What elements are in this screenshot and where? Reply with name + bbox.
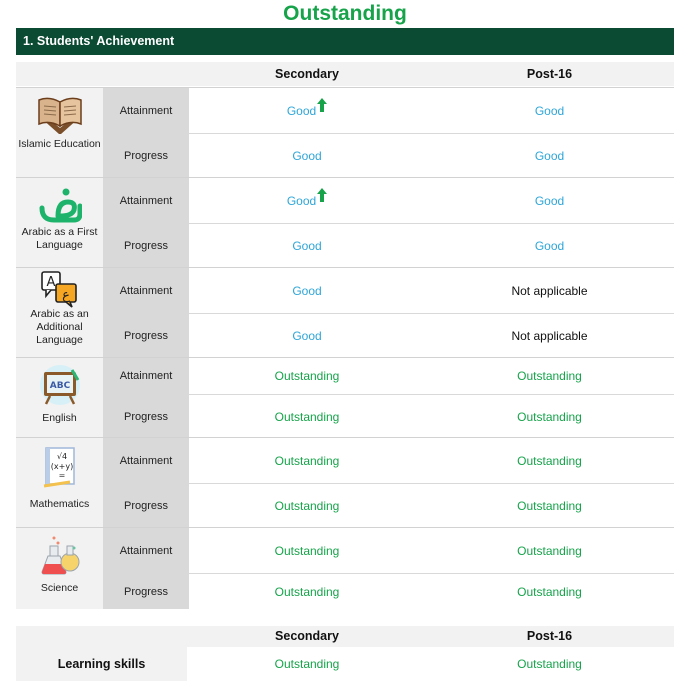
progress-label: Progress bbox=[123, 150, 169, 162]
progress-secondary-value: Good bbox=[292, 329, 322, 343]
subject-name: English bbox=[42, 412, 77, 424]
subject-cell bbox=[16, 358, 103, 437]
lab-flasks-icon bbox=[16, 534, 103, 576]
svg-text:=: = bbox=[58, 471, 65, 480]
attainment-row bbox=[103, 358, 674, 394]
subject-cell bbox=[16, 268, 103, 357]
learning-skills-label: Learning skills bbox=[16, 647, 187, 681]
speech-bubbles-icon bbox=[16, 270, 103, 308]
up-arrow-icon bbox=[317, 188, 327, 205]
progress-label: Progress bbox=[123, 330, 169, 342]
column-header-secondary: Secondary bbox=[275, 67, 339, 81]
subject-block bbox=[16, 267, 674, 357]
progress-secondary-value: Outstanding bbox=[274, 585, 340, 599]
attainment-secondary-value: Outstanding bbox=[274, 453, 340, 468]
attainment-secondary-value: Outstanding bbox=[274, 369, 340, 383]
subject-block bbox=[16, 87, 674, 177]
ls-column-header-secondary: Secondary bbox=[275, 629, 339, 643]
subject-name: Mathematics bbox=[29, 498, 90, 510]
attainment-label: Attainment bbox=[119, 284, 173, 297]
svg-text:A: A bbox=[46, 275, 55, 290]
progress-post16-value: Good bbox=[534, 149, 565, 163]
attainment-post16-value: Good bbox=[534, 103, 565, 118]
ls-column-header-post16: Post-16 bbox=[526, 629, 573, 643]
subject-name: Science bbox=[40, 582, 79, 594]
subject-block bbox=[16, 177, 674, 267]
svg-text:ع: ع bbox=[61, 288, 70, 303]
progress-secondary-value: Outstanding bbox=[274, 409, 340, 424]
svg-text:√4: √4 bbox=[56, 452, 67, 461]
progress-label: Progress bbox=[123, 240, 169, 252]
attainment-row bbox=[103, 178, 674, 223]
quran-book-icon bbox=[16, 94, 103, 138]
subject-cell bbox=[16, 88, 103, 177]
progress-post16-value: Outstanding bbox=[517, 585, 582, 599]
subject-block bbox=[16, 357, 674, 437]
attainment-post16-value: Outstanding bbox=[517, 369, 582, 383]
svg-text:ABC: ABC bbox=[49, 381, 70, 391]
overall-rating: Outstanding bbox=[283, 2, 407, 25]
subject-cell bbox=[16, 528, 103, 609]
abc-board-icon bbox=[16, 364, 103, 406]
arabic-letter-icon bbox=[16, 186, 103, 226]
progress-row bbox=[103, 394, 674, 438]
learning-skills-secondary: Outstanding bbox=[274, 657, 340, 671]
subject-block bbox=[16, 527, 674, 609]
learning-skills-header bbox=[16, 626, 674, 647]
section-title: 1. Students' Achievement bbox=[16, 28, 674, 55]
attainment-label: Attainment bbox=[119, 544, 173, 557]
attainment-secondary-value: Good bbox=[189, 88, 425, 133]
attainment-label: Attainment bbox=[119, 194, 173, 207]
attainment-post16-value: Outstanding bbox=[517, 453, 582, 468]
attainment-row bbox=[103, 268, 674, 313]
progress-post16-value: Good bbox=[534, 239, 565, 253]
progress-label: Progress bbox=[123, 500, 169, 512]
progress-row bbox=[103, 313, 674, 358]
subject-name: Arabic as a First Language bbox=[21, 226, 98, 251]
svg-text:(x+y): (x+y) bbox=[50, 462, 73, 471]
up-arrow-icon bbox=[317, 98, 327, 115]
progress-secondary-value: Outstanding bbox=[274, 499, 340, 513]
subject-name: Arabic as an Additional Language bbox=[30, 308, 89, 346]
attainment-secondary-value: Good bbox=[292, 283, 322, 298]
progress-row bbox=[103, 483, 674, 528]
attainment-post16-value: Not applicable bbox=[511, 283, 588, 298]
attainment-secondary-value: Good bbox=[189, 178, 425, 223]
math-notebook-icon bbox=[16, 446, 103, 488]
attainment-secondary-value: Outstanding bbox=[274, 543, 340, 558]
achievement-table-header bbox=[16, 62, 674, 86]
subject-name: Islamic Education bbox=[18, 138, 101, 150]
subject-block bbox=[16, 437, 674, 527]
progress-row bbox=[103, 133, 674, 178]
attainment-row bbox=[103, 528, 674, 573]
progress-row bbox=[103, 573, 674, 610]
progress-row bbox=[103, 223, 674, 268]
progress-post16-value: Not applicable bbox=[511, 329, 588, 343]
subject-cell bbox=[16, 178, 103, 267]
learning-skills-row bbox=[16, 647, 674, 681]
progress-secondary-value: Good bbox=[292, 239, 322, 253]
attainment-post16-value: Good bbox=[534, 193, 565, 208]
column-header-post16: Post-16 bbox=[526, 67, 573, 81]
progress-label: Progress bbox=[123, 410, 169, 423]
attainment-label: Attainment bbox=[119, 104, 173, 117]
progress-post16-value: Outstanding bbox=[517, 409, 582, 424]
progress-label: Progress bbox=[123, 586, 169, 598]
attainment-row bbox=[103, 438, 674, 483]
progress-secondary-value: Good bbox=[292, 149, 322, 163]
attainment-label: Attainment bbox=[119, 454, 173, 467]
subject-cell bbox=[16, 438, 103, 527]
learning-skills-post16: Outstanding bbox=[517, 657, 582, 671]
attainment-row bbox=[103, 88, 674, 133]
progress-post16-value: Outstanding bbox=[517, 499, 582, 513]
attainment-post16-value: Outstanding bbox=[517, 543, 582, 558]
attainment-label: Attainment bbox=[119, 370, 173, 382]
